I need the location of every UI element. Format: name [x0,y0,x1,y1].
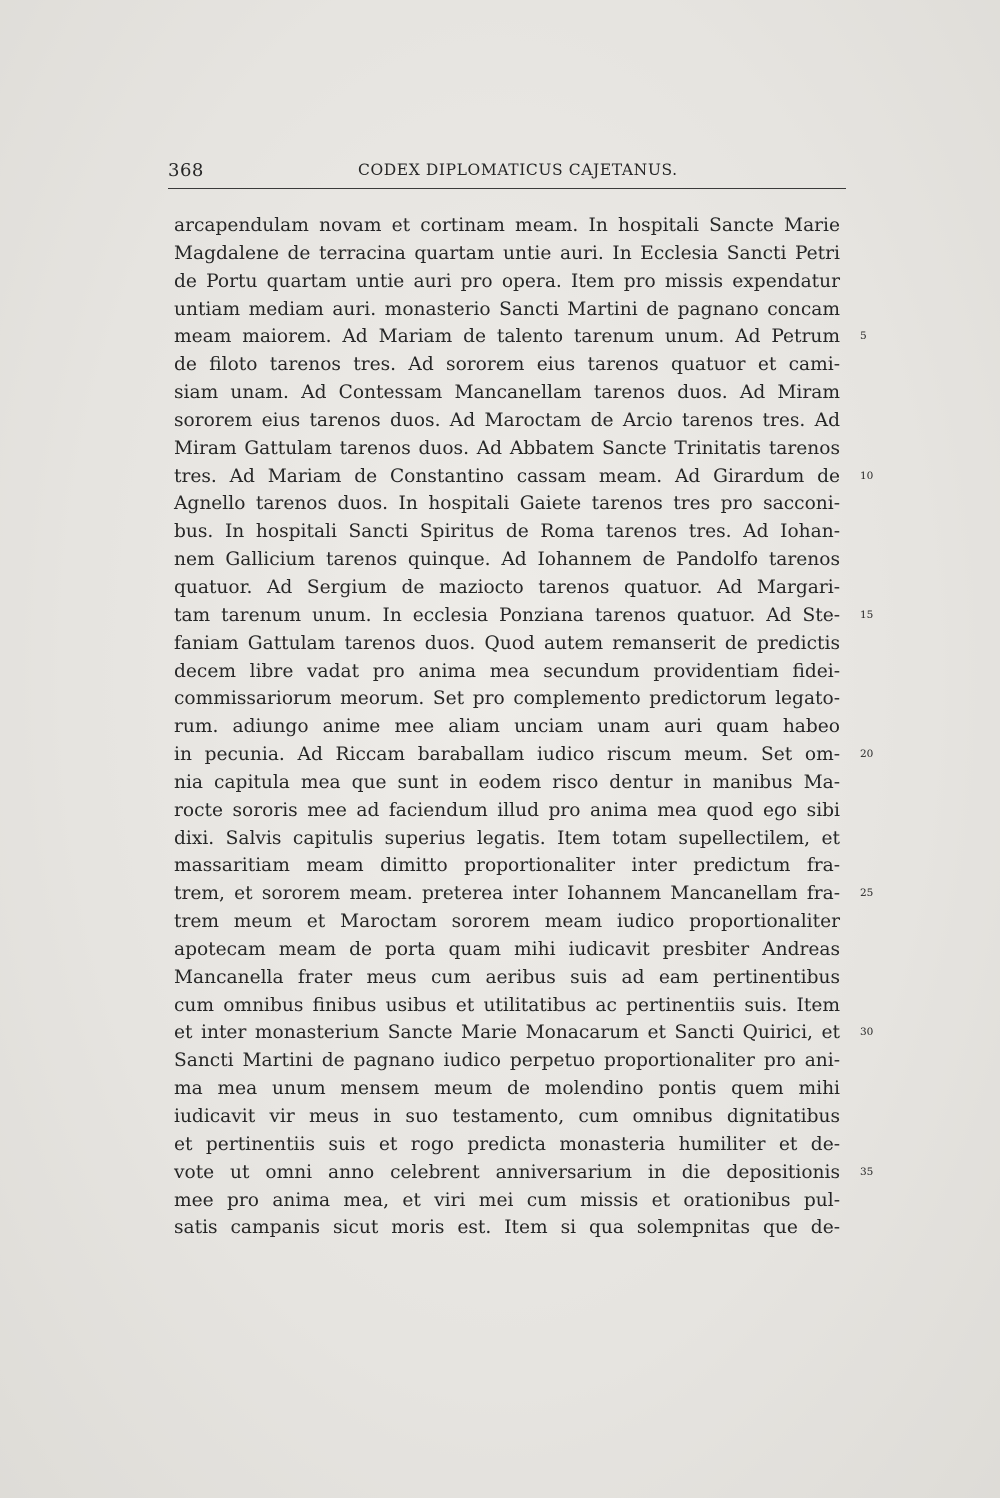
text-line [174,240,840,268]
text-line-content: untiam mediam auri. monasterio Sancti Martini de pagnano concam [174,298,840,320]
text-line [174,351,840,379]
text-line-content: in pecunia. Ad Riccam baraballam iudico riscum meum. Set om- [174,744,840,766]
text-line-content: decem libre vadat pro anima mea secundum providentiam fidei- [174,660,840,682]
text-line [174,212,840,240]
text-line [174,908,840,936]
line-number: 15 [860,608,874,621]
text-line-content: ma mea unum mensem meum de molendino pontis quem mihi [174,1078,840,1100]
text-line-content: et pertinentiis suis et rogo predicta monasteria humiliter et de- [174,1133,840,1155]
text-line-content: tres. Ad Mariam de Constantino cassam meam. Ad Girardum de [174,465,840,487]
text-line-content: rum. adiungo anime mee aliam unciam unam auri quam habeo [174,716,840,738]
text-line [174,852,840,880]
text-line-content: nia capitula mea que sunt in eodem risco dentur in manibus Ma- [174,771,840,793]
text-line-content: Magdalene de terracina quartam untie auri. In Ecclesia Sancti Petri [174,242,840,264]
line-number: 20 [860,748,874,761]
text-line [174,546,840,574]
text-line-content: rocte sororis mee ad faciendum illud pro anima mea quod ego sibi [174,799,840,821]
text-line [174,463,874,491]
page-number: 368 [168,160,204,181]
text-line-content: cum omnibus finibus usibus et utilitatibus ac pertinentiis suis. Item [174,994,840,1016]
text-line [174,407,840,435]
running-title: CODEX DIPLOMATICUS CAJETANUS. [358,161,678,179]
text-line-content: trem meum et Maroctam sororem meam iudico proportionaliter [174,911,840,933]
text-line [174,1103,840,1131]
text-line [174,1214,840,1242]
text-line [174,379,840,407]
text-line [174,1075,840,1103]
text-line [174,769,840,797]
line-number: 25 [860,887,874,900]
text-line-content: dixi. Salvis capitulis superius legatis. Item totam supellectilem, et [174,827,840,849]
text-line [174,1047,840,1075]
text-line-content: massaritiam meam dimitto proportionaliter inter predictum fra- [174,855,840,877]
text-line-content: tam tarenum unum. In ecclesia Ponziana tarenos quatuor. Ad Ste- [174,604,840,626]
text-line [174,323,867,351]
text-line [174,296,840,324]
text-line-content: de filoto tarenos tres. Ad sororem eius tarenos quatuor et cami- [174,354,840,376]
text-line [174,992,840,1020]
text-line [174,964,840,992]
text-line [174,518,840,546]
text-line-content: Mancanella frater meus cum aeribus suis ad eam pertinentibus [174,966,840,988]
text-line-content: bus. In hospitali Sancti Spiritus de Roma tarenos tres. Ad Iohan- [174,521,840,543]
line-number: 30 [860,1026,874,1039]
text-line [174,1131,840,1159]
text-line [174,268,840,296]
text-line-content: nem Gallicium tarenos quinque. Ad Iohannem de Pandolfo tarenos [174,549,840,571]
text-line-content: arcapendulam novam et cortinam meam. In hospitali Sancte Marie [174,215,840,236]
text-line-content: meam maiorem. Ad Mariam de talento tarenum unum. Ad Petrum [174,326,840,348]
text-line [174,630,840,658]
line-number: 35 [860,1165,874,1178]
body-text [174,212,874,1242]
text-line [174,797,840,825]
text-line [174,825,840,853]
text-line-content: vote ut omni anno celebrent anniversarium in die depositionis [174,1161,840,1183]
text-line-content: commissariorum meorum. Set pro complemento predictorum legato- [174,688,840,710]
line-number: 5 [860,330,867,343]
text-line [174,490,840,518]
text-line-content: siam unam. Ad Contessam Mancanellam tarenos duos. Ad Miram [174,382,840,404]
text-line-content: et inter monasterium Sancte Marie Monacarum et Sancti Quirici, et [174,1022,840,1044]
text-line-content: de Portu quartam untie auri pro opera. Item pro missis expendatur [174,270,840,292]
text-line-content: Miram Gattulam tarenos duos. Ad Abbatem Sancte Trinitatis tarenos [174,437,840,459]
text-line [174,685,840,713]
text-line [174,435,840,463]
text-line-content: trem, et sororem meam. preterea inter Iohannem Mancanellam fra- [174,883,840,905]
text-line-content: faniam Gattulam tarenos duos. Quod autem remanserit de predictis [174,632,840,654]
text-line-content: sororem eius tarenos duos. Ad Maroctam de Arcio tarenos tres. Ad [174,409,840,431]
text-line [174,1019,874,1047]
text-line [174,880,874,908]
text-line-content: Agnello tarenos duos. In hospitali Gaiete tarenos tres pro sacconi- [174,493,840,515]
text-line [174,741,874,769]
text-line [174,1187,840,1215]
text-line-content: quatuor. Ad Sergium de maziocto tarenos quatuor. Ad Margari- [174,576,840,598]
text-line-content: mee pro anima mea, et viri mei cum missis et orationibus pul- [174,1189,840,1211]
text-line-content: apotecam meam de porta quam mihi iudicavit presbiter Andreas [174,938,840,960]
text-line-content: iudicavit vir meus in suo testamento, cum omnibus dignitatibus [174,1106,840,1127]
text-line [174,602,874,630]
text-line [174,1159,874,1187]
text-line [174,658,840,686]
text-line-content: Sancti Martini de pagnano iudico perpetuo proportionaliter pro ani- [174,1050,840,1072]
text-line [174,936,840,964]
header-rule [168,188,846,189]
text-line [174,574,840,602]
page-header [168,160,844,184]
line-number: 10 [860,469,874,482]
text-line-content: satis campanis sicut moris est. Item si qua solempnitas que de- [174,1217,840,1239]
text-line [174,713,840,741]
